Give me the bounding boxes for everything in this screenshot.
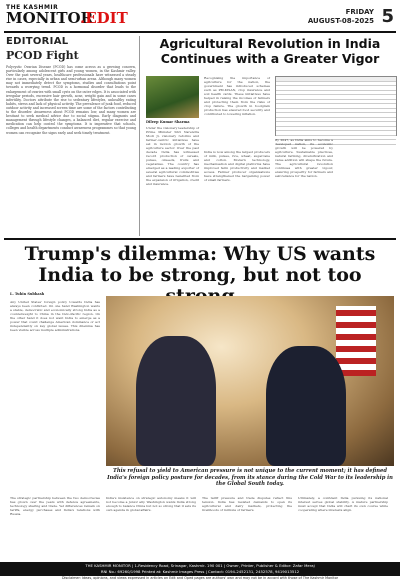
top-rule [4, 31, 396, 33]
agri-byline: Dileep Kumar Sharma [146, 120, 190, 124]
trump-photo [106, 296, 394, 466]
agri-photo [146, 76, 199, 118]
agri-column-2: Recognising the importance of agriculture for the nation, the government has introduced schemes such as PM-KISAN, crop insurance and soil health cards. These initiatives have helped in raising the incomes of farmers and protecting them from the risks of crop failure. The growth in foodgrain production has ensured food security and contributed to lowering inflation. [204, 76, 270, 116]
brand-edit: .EDIT [80, 9, 128, 27]
figure-right [266, 346, 346, 466]
photo-caption: This refusal to yield to American pressure is not unique to the current moment; it has defined India's foreign policy posture for decades, from its stance during the Cold War to its leadership in the Global South today. [107, 468, 393, 487]
agri-column-4: By 2047, as India aims to become a developed nation, its economic growth will be powered by agriculture. Sustainable practices, natural farming, diversification and value addition will shape the future. The agricultural revolution continues with greater vigour, ensuring prosperity for farmers and self-reliance for the nation. [275, 138, 333, 178]
day-label: FRIDAY [345, 8, 374, 16]
agri-column-3: India is now among the largest producers of milk, pulses, rice, wheat, sugarcane and cotton. Modern technology, mechanisation and digital platforms have improved farm productivity and market access. Farmer producer organisations have strengthened the bargaining power of small farmers. [204, 150, 270, 182]
trump-lower-column-1: The strategic partnership between the two democracies has grown over the years with defence agreements, technology sharing and trade. Yet differences remain on tariffs, energy purchases and India's relations with Russia. [10, 496, 100, 516]
agri-column-1: Under the visionary leadership of Prime Minister Shri Narendra Modi Ji, visionary reforms and farmer-centric initiatives have set in motion growth of the agriculture sector. Over the past decade India has witnessed record production of cereals, pulses, oilseeds, fruits and vegetables. The country has emerged as a leading exporter of several agricultural commodities and farmers have benefited from the expansion of irrigation, credit and insurance. [146, 126, 199, 186]
brand-main: MONITOR [6, 9, 94, 27]
editorial-title: PCOD Fight [6, 49, 79, 62]
column-divider [139, 36, 140, 236]
flag-graphic [336, 306, 376, 376]
date-label: AUGUST-08-2025 [307, 17, 374, 25]
date-block [308, 8, 374, 26]
footer [0, 562, 400, 576]
editorial-section [6, 36, 136, 135]
trump-column-1: Any United States' foreign policy towards India has always been conflicted. On one hand Washington wants a stable, democratic and economically strong India as a counterweight to China in the Indo-Pacific region. On the other hand it does not want India to emerge as a power that could challenge American dominance or act independently on key global issues. This dilemma has been visible across multiple administrations. [10, 300, 100, 332]
agri-headline: Agricultural Revolution in India Continues with a Greater Vigor [159, 36, 381, 66]
footer-line-1: THE KASHMIR MONITOR | 1-Residency Road, Srinagar, Kashmir- 190 001 | Owner, Printer, Publisher & Editor: Zafar Meraj [85, 563, 315, 568]
trump-byline: L. Tuhin Subhash [10, 292, 45, 296]
trump-lower-column-4: Ultimately, a confident India pursuing its national interest serves global stability. A mature partnership must accept that India will chart its own course while cooperating where interests align. [298, 496, 388, 512]
trump-lower-column-3: The tariff pressure and trade disputes reflect this tension. India has resisted demands to open its agricultural and dairy markets, protecting the livelihoods of millions of farmers. [202, 496, 292, 512]
masthead [0, 0, 400, 30]
editorial-label: EDITORIAL [6, 36, 69, 47]
agri-data-table [275, 76, 397, 136]
brand-top: THE KASHMIR [6, 4, 59, 11]
middle-rule [4, 238, 396, 240]
trump-headline: Trump's dilemma: Why US wants India to be strong, but not too [24, 243, 376, 286]
disclaimer: Disclaimer: Ideas, opinions, and views expressed in articles on Edit and Oped pages are authors' own and may not be in accord with those of The Kashmir Monitor [61, 576, 339, 580]
trump-lower-column-2: India's insistence on strategic autonomy means it will not become a junior ally. Washington wants India strong enough to balance China but not so strong that it sets its own agenda in global affairs. [106, 496, 196, 512]
page-number: 5 [381, 6, 394, 27]
footer-line-2: RNI No.: 69260/1998 Printed at: Kashmir Images Press | Contact: 0194-2452131, 2452578, 9419013512 [100, 569, 300, 574]
figure-left [136, 336, 216, 466]
editorial-body: Polycystic Ovarian Disease (PCOD) has come across as a growing concern, particularly among adolescent girls and young women, in the Kashmir valley. Over the past several years, healthcare professionals have witnessed a steady rise in cases, especially in urban and semi-urban areas. Although many women may not immediately detect the symptoms, studies and consultations point towards a worrying trend. PCOD is a hormonal disorder that leads to the enlargement of ovaries with small cysts on the outer edges. It is associated with irregular periods, excessive hair growth, acne, weight gain and in some cases infertility. Doctors attribute the rise to sedentary lifestyles, unhealthy eating habits, stress and lack of physical activity. The prevalence of junk food, reduced outdoor activity and increased screen time are some of the factors contributing to the disorder. Awareness about PCOD remains low, and many women are hesitant to seek medical advice due to social stigma. Early diagnosis and management through lifestyle changes, a balanced diet, regular exercise and medication can help control the symptoms. It is imperative that schools, colleges and health departments conduct awareness programmes so that young women can recognise the signs early and seek timely treatment. [6, 65, 136, 135]
